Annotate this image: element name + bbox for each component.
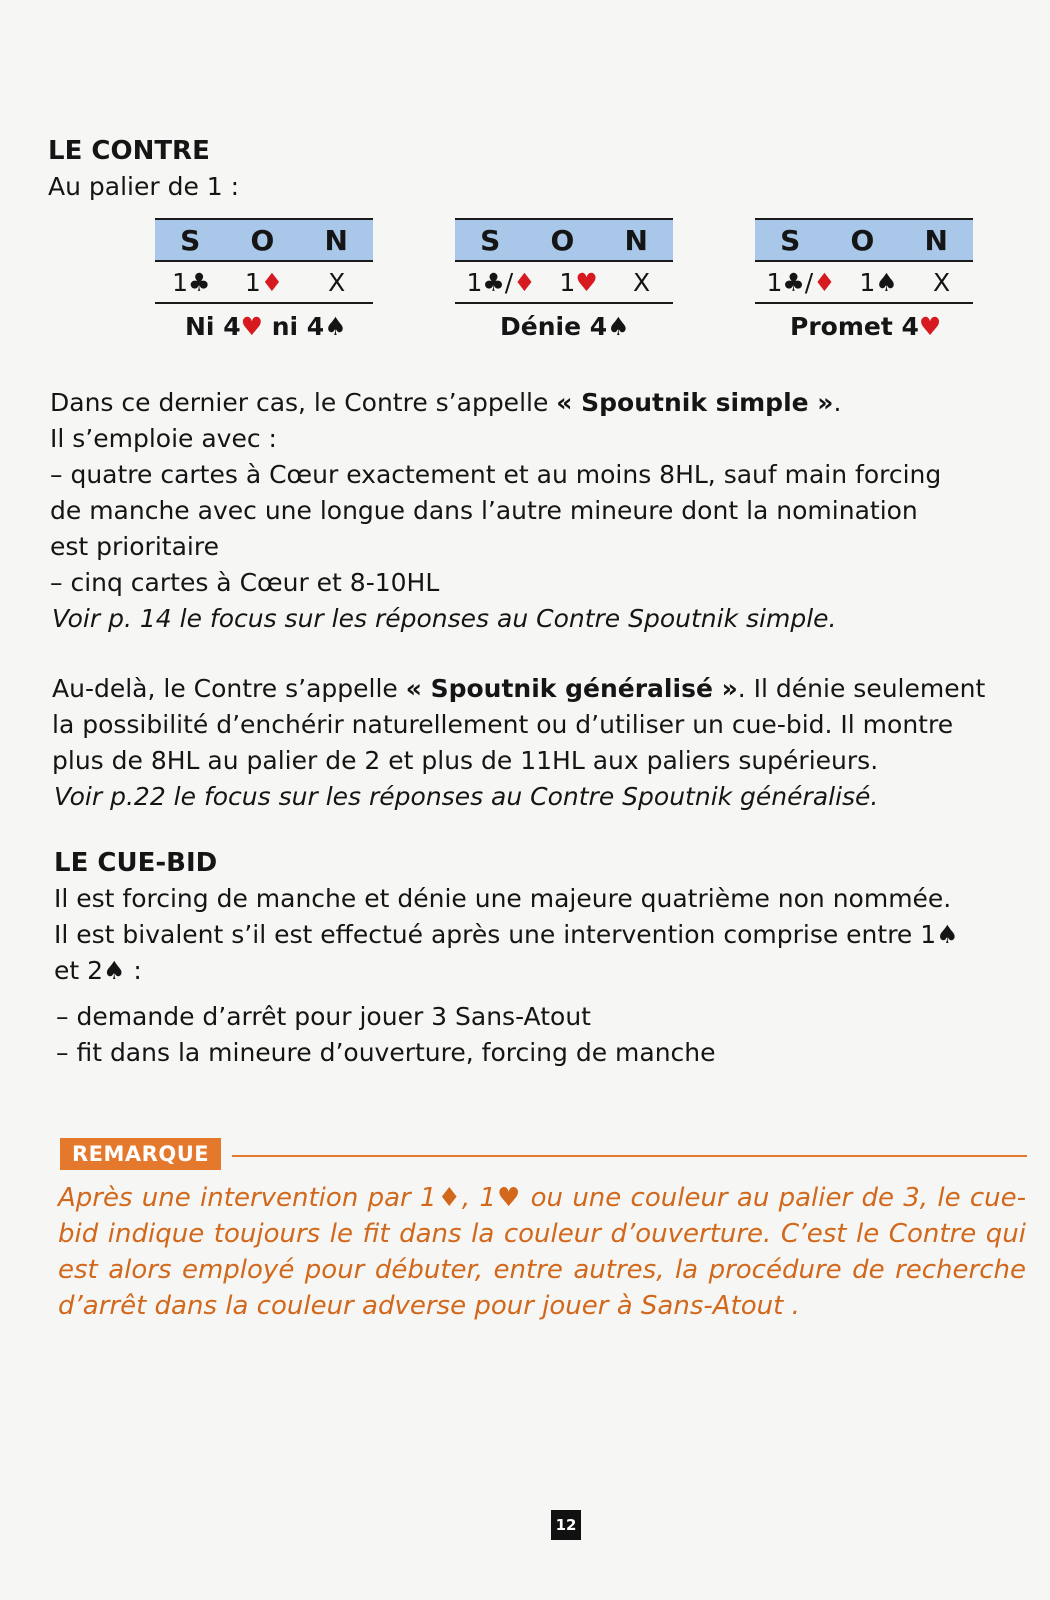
bid-o: 1♠ xyxy=(859,267,898,297)
text: Dans ce dernier cas, le Contre s’appelle xyxy=(50,388,557,417)
bid-caption xyxy=(500,312,673,341)
section-heading-cuebid: LE CUE-BID xyxy=(54,848,218,878)
bid-o: 1♦ xyxy=(244,267,284,297)
text-line: plus de 8HL au palier de 2 et plus de 11HL aux paliers supérieurs. xyxy=(52,746,879,775)
caption-text: Ni 4 xyxy=(185,312,241,341)
heart-icon: ♥ xyxy=(240,312,264,341)
bold-term: « Spoutnik simple » xyxy=(556,388,834,417)
bid-s: 1♣/♦ xyxy=(766,267,836,297)
spade-icon: ♠ xyxy=(607,312,630,341)
bid-s: 1♣ xyxy=(172,267,211,297)
col-n: N xyxy=(324,223,348,257)
bid-row xyxy=(755,262,973,304)
col-o: O xyxy=(850,223,875,257)
text-line: – cinq cartes à Cœur et 8-10HL xyxy=(50,568,440,597)
paragraph-spoutnik-generalise xyxy=(52,672,985,706)
section-heading-contre: LE CONTRE xyxy=(48,136,210,166)
text-line: la possibilité d’enchérir naturellement ou d’utiliser un cue-bid. Il montre xyxy=(52,710,954,739)
text: , 1 xyxy=(461,1183,496,1213)
text-line: Il est forcing de manche et dénie une majeure quatrième non nommée. xyxy=(54,884,952,913)
remark-text xyxy=(58,1180,1026,1324)
text-line: Il s’emploie avec : xyxy=(50,424,277,453)
cross-reference: Voir p.22 le focus sur les réponses au Contre Spoutnik généralisé. xyxy=(54,782,879,811)
text-line: et 2♠ : xyxy=(54,956,142,985)
text-line: – fit dans la mineure d’ouverture, forcing de manche xyxy=(56,1038,716,1067)
bid-caption xyxy=(790,312,973,341)
text-line: – quatre cartes à Cœur exactement et au moins 8HL, sauf main forcing xyxy=(50,460,942,489)
bid-row xyxy=(455,262,673,304)
col-s: S xyxy=(180,223,201,257)
col-o: O xyxy=(250,223,275,257)
text-line: Il est bivalent s’il est effectué après une intervention comprise entre 1♠ xyxy=(54,920,959,949)
paragraph-spoutnik-simple xyxy=(50,386,841,420)
text: . Il dénie seulement xyxy=(737,674,986,703)
page-number: 12 xyxy=(551,1510,581,1540)
bid-table-3 xyxy=(755,218,973,341)
caption-text: Dénie 4 xyxy=(500,312,608,341)
text: ou une couleur au palier de 3, le cue-bid indique toujours le fit dans la couleur d’ouverture. C’est le Contre qui est alors employé pour débuter, entre autres, la procédure de recherche d’arrêt dans la couleur adverse pour jouer à Sans-Atout . xyxy=(58,1183,1027,1321)
cross-reference: Voir p. 14 le focus sur les réponses au Contre Spoutnik simple. xyxy=(52,604,837,633)
bid-n: X xyxy=(632,267,651,297)
text: . xyxy=(833,388,842,417)
bid-row xyxy=(155,262,373,304)
bid-n: X xyxy=(328,267,346,297)
text-line: de manche avec une longue dans l’autre mineure dont la nomination xyxy=(50,496,918,525)
diamond-icon: ♦ xyxy=(436,1183,462,1213)
bid-table-header xyxy=(755,218,973,262)
text-line: est prioritaire xyxy=(50,532,219,561)
remark-badge: REMARQUE xyxy=(60,1138,221,1170)
bid-table-header xyxy=(155,218,373,262)
col-n: N xyxy=(924,223,948,257)
text: Après une intervention par 1 xyxy=(58,1183,437,1213)
col-s: S xyxy=(480,223,501,257)
col-s: S xyxy=(780,223,801,257)
caption-text-mid: ni 4 xyxy=(263,312,325,341)
bid-table-header xyxy=(455,218,673,262)
bold-term: « Spoutnik généralisé » xyxy=(405,674,738,703)
bid-n: X xyxy=(932,267,951,297)
heart-icon: ♥ xyxy=(918,312,942,341)
remark-divider xyxy=(232,1155,1027,1157)
bid-caption xyxy=(185,312,373,341)
heart-icon: ♥ xyxy=(496,1183,522,1213)
bid-table-2 xyxy=(455,218,673,341)
caption-text: Promet 4 xyxy=(790,312,919,341)
spade-icon: ♠ xyxy=(324,312,347,341)
bid-s: 1♣/♦ xyxy=(466,267,536,297)
subheading-palier: Au palier de 1 : xyxy=(48,172,240,201)
text: Au-delà, le Contre s’appelle xyxy=(52,674,406,703)
text-line: – demande d’arrêt pour jouer 3 Sans-Atout xyxy=(56,1002,591,1031)
col-o: O xyxy=(550,223,575,257)
bid-o: 1♥ xyxy=(559,267,598,297)
col-n: N xyxy=(624,223,648,257)
bid-table-1 xyxy=(155,218,373,341)
